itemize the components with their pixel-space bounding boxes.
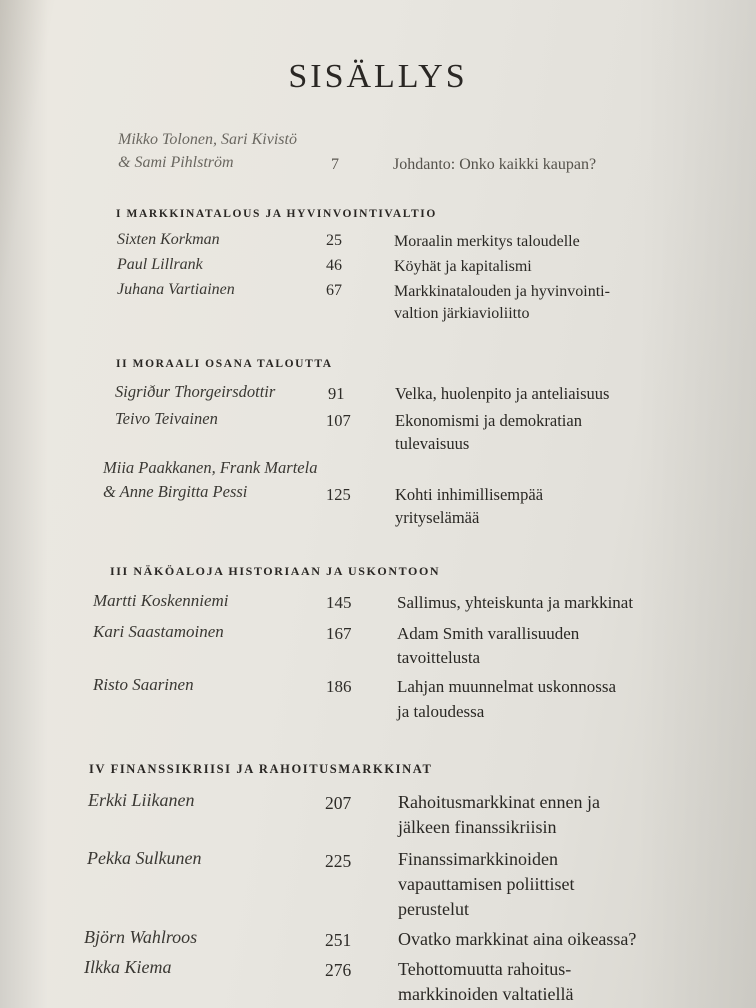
entry-page-number: 46 (326, 257, 342, 274)
entry-author: Sigriður Thorgeirsdottir (115, 382, 276, 401)
entry-title-line-1: Kohti inhimillisempää (395, 485, 544, 504)
entry-author: Risto Saarinen (93, 675, 194, 694)
entry-title: Ovatko markkinat aina oikeassa? (398, 929, 637, 949)
entry-page-number: 125 (326, 485, 351, 504)
entry-page-number: 276 (325, 960, 352, 980)
intro-page-number: 7 (331, 156, 339, 173)
entry-title: Moraalin merkitys taloudelle (394, 233, 580, 250)
entry-page-number: 91 (328, 384, 345, 403)
entry-title-line-1: Rahoitusmarkkinat ennen ja (398, 792, 600, 812)
page-title: SISÄLLYS (288, 58, 468, 95)
entry-page-number: 25 (326, 232, 342, 249)
entry-title-line-2: jälkeen finanssikriisin (398, 817, 557, 837)
entry-title-line-2: yrityselämää (395, 508, 480, 527)
entry-title-line-1: Tehottomuutta rahoitus- (398, 959, 572, 979)
entry-title-line-2: vapauttamisen poliittiset (398, 874, 575, 894)
entry-page-number: 186 (326, 677, 352, 696)
intro-author-line-1: Mikko Tolonen, Sari Kivistö (118, 131, 297, 148)
entry-title-line-1: Adam Smith varallisuuden (397, 624, 580, 643)
intro-essay-title: Johdanto: Onko kaikki kaupan? (393, 156, 597, 173)
entry-page-number: 207 (325, 793, 352, 813)
entry-author: Juhana Vartiainen (117, 281, 235, 298)
entry-title-line-1: Markkinatalouden ja hyvinvointi- (394, 283, 610, 300)
page-gutter-shadow (0, 0, 48, 1008)
entry-title-line-1: Ekonomismi ja demokratian (395, 411, 582, 430)
entry-title-line-1: Lahjan muunnelmat uskonnossa (397, 677, 617, 696)
entry-author: Teivo Teivainen (115, 409, 218, 428)
entry-page-number: 251 (325, 930, 352, 950)
entry-title-line-2: tulevaisuus (395, 434, 470, 453)
entry-author: Pekka Sulkunen (87, 848, 202, 868)
entry-author: Björn Wahlroos (84, 927, 198, 947)
entry-author: Ilkka Kiema (84, 957, 172, 977)
entry-author: Kari Saastamoinen (93, 622, 224, 641)
entry-author: Sixten Korkman (117, 231, 220, 248)
entry-title-line-2: tavoittelusta (397, 648, 481, 667)
entry-title-line-2: markkinoiden valtatiellä (398, 984, 574, 1004)
entry-page-number: 167 (326, 624, 352, 643)
entry-page-number: 107 (326, 411, 351, 430)
entry-title-line-2: valtion järkiavioliitto (394, 305, 530, 322)
page-edge-shadow (636, 0, 756, 1008)
section-heading-1: I MARKKINATALOUS JA HYVINVOINTIVALTIO (116, 208, 437, 220)
entry-page-number: 145 (326, 593, 352, 612)
section-heading-2: II MORAALI OSANA TALOUTTA (116, 358, 333, 370)
entry-title: Köyhät ja kapitalismi (394, 258, 532, 275)
entry-author-line-2: & Anne Birgitta Pessi (103, 482, 248, 501)
entry-title-line-1: Finanssimarkkinoiden (398, 849, 558, 869)
entry-title: Sallimus, yhteiskunta ja markkinat (397, 593, 634, 612)
entry-title-line-2: ja taloudessa (397, 702, 485, 721)
entry-page-number: 225 (325, 851, 352, 871)
entry-title: Velka, huolenpito ja anteliaisuus (395, 384, 610, 403)
intro-author-line-2: & Sami Pihlström (118, 154, 234, 171)
entry-title-line-3: perustelut (398, 899, 469, 919)
section-heading-4: IV FINANSSIKRIISI JA RAHOITUSMARKKINAT (89, 762, 433, 776)
section-heading-3: III NÄKÖALOJA HISTORIAAN JA USKONTOON (110, 564, 441, 578)
entry-author: Martti Koskenniemi (93, 591, 229, 610)
entry-author-line-1: Miia Paakkanen, Frank Martela (103, 458, 318, 477)
entry-author: Paul Lillrank (117, 256, 203, 273)
entry-page-number: 67 (326, 282, 342, 299)
entry-author: Erkki Liikanen (88, 790, 195, 810)
